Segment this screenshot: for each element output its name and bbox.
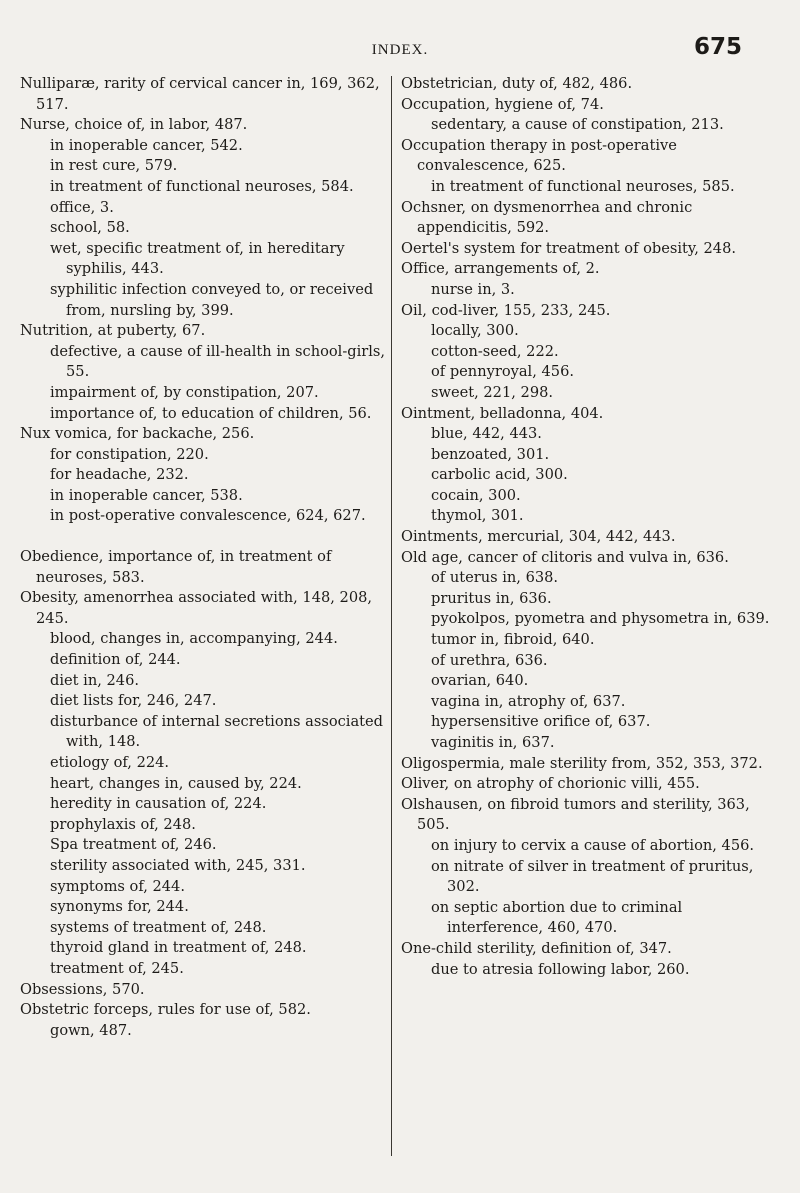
index-subentry: treatment of, 245. (50, 959, 184, 977)
index-subentry: on injury to cervix a cause of abortion, 456. (431, 836, 755, 854)
index-entry: Obedience, importance of, in treatment of neuroses, 583. (20, 548, 332, 586)
index-entry: Nurse, choice of, in labor, 487. (20, 116, 248, 134)
index-entry: Occupation therapy in post-operative convalescence, 625. (401, 136, 677, 175)
index-subentry: tumor in, fibroid, 640. (431, 631, 595, 649)
index-subentry: thyroid gland in treatment of, 248. (50, 939, 307, 957)
index-subentry: blue, 442, 443. (431, 425, 542, 443)
index-entry: Ointment, belladonna, 404. (401, 404, 604, 422)
index-subentry: on septic abortion due to criminal interference, 460, 470. (431, 898, 683, 937)
index-subentry: school, 58. (50, 219, 130, 237)
index-entry: Oliver, on atrophy of chorionic villi, 455. (401, 775, 700, 793)
index-subentry: in inoperable cancer, 538. (50, 486, 243, 504)
index-subentry: vaginitis in, 637. (431, 734, 555, 751)
index-subentry: in post-operative convalescence, 624, 627. (50, 507, 366, 525)
index-subentry: for headache, 232. (50, 466, 189, 484)
index-subentry: thymol, 301. (431, 507, 524, 525)
index-subentry: heredity in causation of, 224. (50, 795, 267, 813)
index-subentry: on nitrate of silver in treatment of pruritus, 302. (431, 857, 754, 896)
index-entry: Office, arrangements of, 2. (401, 260, 600, 278)
index-entry: Olshausen, on fibroid tumors and sterility, 363, 505. (401, 795, 750, 834)
index-subentry: wet, specific treatment of, in hereditary syphilis, 443. (50, 239, 345, 278)
index-subentry: benzoated, 301. (431, 445, 550, 463)
section-gap (20, 527, 392, 547)
index-subentry: vagina in, atrophy of, 637. (431, 692, 626, 710)
index-entry: Oertel's system for treatment of obesity, 248. (401, 239, 736, 257)
index-subentry: due to atresia following labor, 260. (431, 960, 690, 978)
index-subentry: cocain, 300. (431, 486, 521, 504)
index-entry: Nulliparæ, rarity of cervical cancer in, 169, 362, 517. (20, 75, 380, 113)
index-entry: Ointments, mercurial, 304, 442, 443. (401, 528, 676, 546)
index-subentry: defective, a cause of ill-health in school-girls, 55. (50, 342, 386, 381)
index-subentry: in treatment of functional neuroses, 584. (50, 177, 354, 195)
index-entry: One-child sterility, definition of, 347. (401, 939, 672, 957)
index-entry: Nux vomica, for backache, 256. (20, 425, 255, 443)
index-subentry: etiology of, 224. (50, 754, 170, 771)
index-entry: Obsessions, 570. (20, 980, 145, 998)
index-subentry: symptoms of, 244. (50, 877, 185, 895)
index-subentry: nurse in, 3. (431, 280, 515, 298)
index-subentry: diet lists for, 246, 247. (50, 692, 217, 710)
index-entry: Obesity, amenorrhea associated with, 148, 208, 245. (20, 589, 373, 627)
index-subentry: locally, 300. (431, 322, 519, 340)
index-subentry: impairment of, by constipation, 207. (50, 383, 319, 401)
index-subentry: sedentary, a cause of constipation, 213. (431, 116, 724, 134)
index-entry: Old age, cancer of clitoris and vulva in, 636. (401, 548, 729, 566)
index-entry: Obstetric forceps, rules for use of, 582. (20, 1001, 311, 1019)
index-subentry: synonyms for, 244. (50, 898, 189, 916)
index-entry: Oil, cod-liver, 155, 233, 245. (401, 301, 611, 319)
index-subentry: blood, changes in, accompanying, 244. (50, 630, 338, 648)
index-entry: Oligospermia, male sterility from, 352, 353, 372. (401, 754, 763, 772)
running-head: INDEX. (371, 42, 429, 58)
index-subentry: pruritus in, 636. (431, 589, 552, 607)
index-subentry: office, 3. (50, 198, 114, 216)
index-entry: Occupation, hygiene of, 74. (401, 95, 604, 113)
index-subentry: sterility associated with, 245, 331. (50, 856, 306, 874)
index-subentry: Spa treatment of, 246. (50, 836, 217, 854)
page-number: 675 (693, 34, 742, 60)
index-subentry: syphilitic infection conveyed to, or received from, nursling by, 399. (50, 280, 374, 319)
index-subentry: carbolic acid, 300. (431, 466, 568, 484)
index-subentry: cotton-seed, 222. (431, 342, 559, 360)
index-subentry: systems of treatment of, 248. (50, 918, 267, 936)
index-column-left (20, 74, 392, 1041)
index-subentry: pyokolpos, pyometra and physometra in, 639. (431, 610, 770, 628)
index-subentry: disturbance of internal secretions associated with, 148. (50, 712, 384, 751)
index-subentry: gown, 487. (50, 1021, 132, 1039)
index-subentry: ovarian, 640. (431, 672, 529, 690)
page-header (0, 34, 800, 64)
index-column-right (401, 74, 781, 980)
index-subentry: sweet, 221, 298. (431, 383, 554, 401)
index-subentry: in rest cure, 579. (50, 157, 178, 175)
index-subentry: diet in, 246. (50, 671, 139, 689)
index-subentry: definition of, 244. (50, 651, 181, 669)
index-subentry: prophylaxis of, 248. (50, 815, 196, 833)
index-subentry: heart, changes in, caused by, 224. (50, 774, 302, 792)
index-subentry: hypersensitive orifice of, 637. (431, 713, 651, 731)
index-subentry: of pennyroyal, 456. (431, 363, 574, 381)
index-subentry: in inoperable cancer, 542. (50, 136, 243, 154)
index-subentry: of uterus in, 638. (431, 569, 559, 587)
index-entry: Ochsner, on dysmenorrhea and chronic appendicitis, 592. (401, 198, 693, 237)
index-subentry: in treatment of functional neuroses, 585. (431, 177, 735, 195)
index-entry: Obstetrician, duty of, 482, 486. (401, 75, 633, 92)
index-entry: Nutrition, at puberty, 67. (20, 322, 206, 340)
index-subentry: importance of, to education of children, 56. (50, 404, 372, 422)
index-subentry: for constipation, 220. (50, 445, 209, 463)
column-divider (391, 76, 392, 1156)
index-subentry: of urethra, 636. (431, 651, 548, 669)
